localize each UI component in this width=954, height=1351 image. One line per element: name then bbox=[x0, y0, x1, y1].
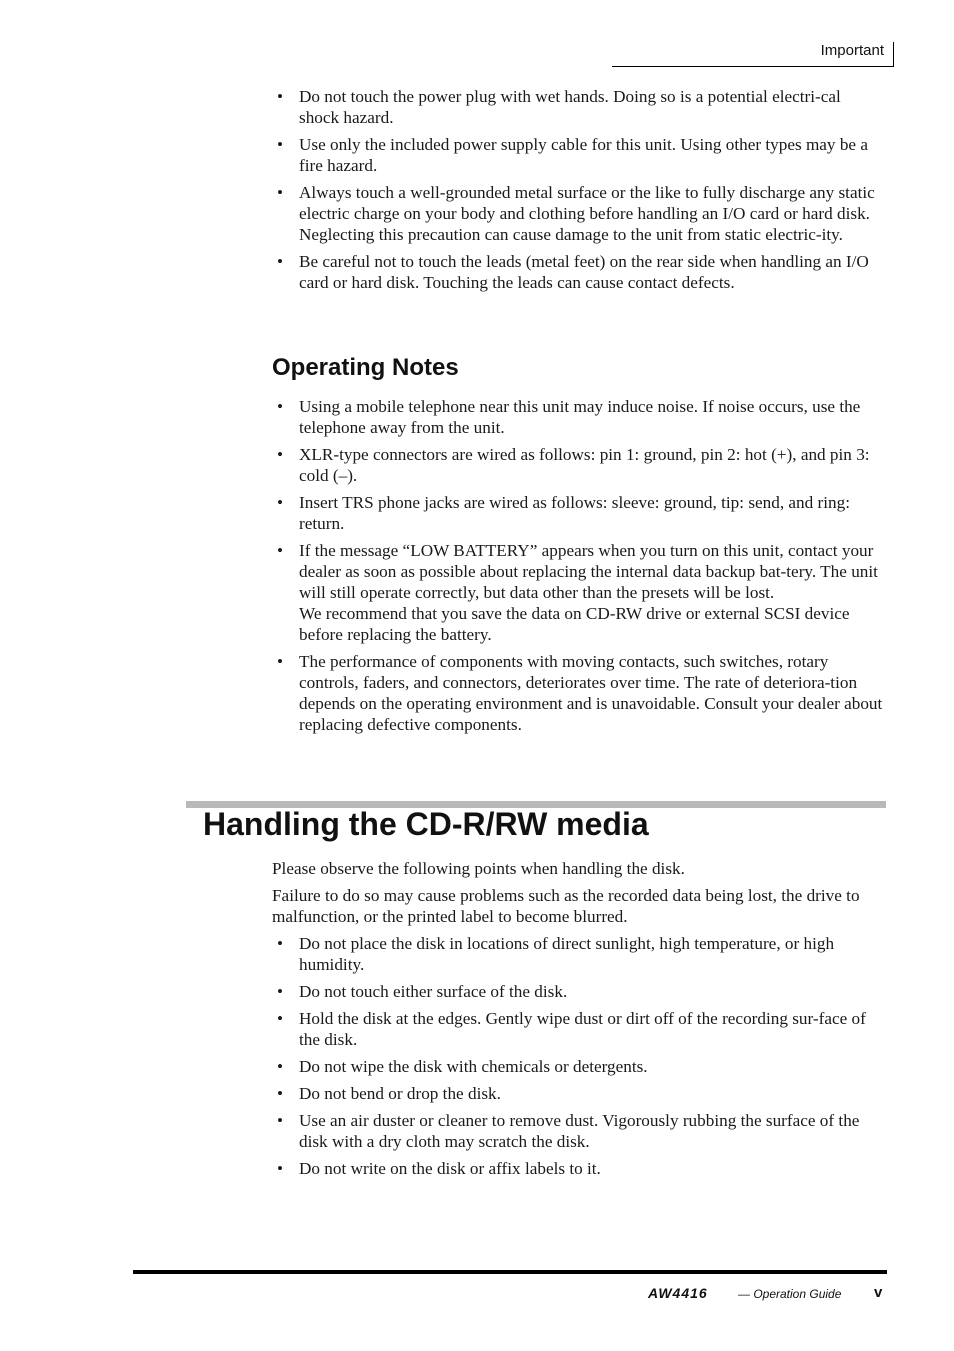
bullet-icon: • bbox=[277, 1111, 284, 1130]
list-item: • Do not wipe the disk with chemicals or detergents. bbox=[277, 1057, 648, 1076]
guide-title: — Operation Guide bbox=[738, 1287, 842, 1301]
list-item: • Be careful not to touch the leads (metal feet) on the rear side when handling an I/O card or hard disk. Touching the leads can cause contact defects. bbox=[277, 252, 869, 292]
bullet-icon: • bbox=[277, 1057, 284, 1076]
list-item: • Hold the disk at the edges. Gently wipe dust or dirt off of the recording sur-face of the disk. bbox=[277, 1009, 866, 1049]
product-logo: AW4416 bbox=[648, 1285, 708, 1301]
section-heading-cd-media: Handling the CD-R/RW media bbox=[203, 806, 649, 842]
page-footer bbox=[648, 1284, 888, 1306]
bullet-icon: • bbox=[277, 252, 284, 271]
list-item: • Do not bend or drop the disk. bbox=[277, 1084, 501, 1103]
running-header: Important bbox=[820, 42, 884, 59]
bullet-icon: • bbox=[277, 445, 284, 464]
page-number: v bbox=[874, 1284, 883, 1301]
intro-paragraph: Please observe the following points when handling the disk. bbox=[272, 859, 685, 878]
list-item: • Do not place the disk in locations of direct sunlight, high temperature, or high humidity. bbox=[277, 934, 835, 974]
bullet-icon: • bbox=[277, 652, 284, 671]
bullet-icon: • bbox=[277, 934, 284, 953]
intro-paragraph: Failure to do so may cause problems such as the recorded data being lost, the drive to malfunction, or the printed label to become blurred. bbox=[272, 886, 860, 926]
list-item: • XLR-type connectors are wired as follows: pin 1: ground, pin 2: hot (+), and pin 3: cold (–). bbox=[277, 445, 870, 485]
bullet-icon: • bbox=[277, 397, 284, 416]
list-item: • Always touch a well-grounded metal surface or the like to fully discharge any static electric charge on your body and clothing before handling an I/O card or hard disk. Neglecting this precaution can cause damage to the unit from static electric-ity. bbox=[277, 183, 875, 244]
bullet-icon: • bbox=[277, 982, 284, 1001]
bullet-icon: • bbox=[277, 1009, 284, 1028]
bullet-icon: • bbox=[277, 135, 284, 154]
list-item: • The performance of components with moving contacts, such switches, rotary controls, faders, and connectors, deteriorates over time. The rate of deteriora-tion depends on the operating environment and is unavoidable. Consult your dealer about replacing defective components. bbox=[277, 652, 883, 734]
important-list bbox=[272, 86, 884, 299]
bullet-icon: • bbox=[277, 493, 284, 512]
list-item: • Use only the included power supply cable for this unit. Using other types may be a fire hazard. bbox=[277, 135, 868, 175]
list-item: • Using a mobile telephone near this unit may induce noise. If noise occurs, use the telephone away from the unit. bbox=[277, 397, 861, 437]
list-item: • Do not touch either surface of the disk. bbox=[277, 982, 568, 1001]
bullet-icon: • bbox=[277, 1084, 284, 1103]
list-item: • Do not write on the disk or affix labels to it. bbox=[277, 1159, 601, 1178]
list-item: • If the message “LOW BATTERY” appears when you turn on this unit, contact your dealer as soon as possible about replacing the internal data backup bat-tery. The unit will still operate correctly, but data other than the presets will be lost. We recommend that you save the data on CD-RW drive or external SCSI device before replacing the battery. bbox=[277, 541, 878, 644]
section-heading-operating-notes: Operating Notes bbox=[272, 354, 459, 381]
list-item: • Do not touch the power plug with wet hands. Doing so is a potential electri-cal shock hazard. bbox=[277, 87, 841, 127]
list-item: • Insert TRS phone jacks are wired as follows: sleeve: ground, tip: send, and ring: return. bbox=[277, 493, 850, 533]
operating-notes-list bbox=[272, 396, 884, 741]
list-item: • Use an air duster or cleaner to remove dust. Vigorously rubbing the surface of the disk with a dry cloth may scratch the disk. bbox=[277, 1111, 860, 1151]
bullet-icon: • bbox=[277, 183, 284, 202]
footer-rule bbox=[133, 1270, 887, 1274]
bullet-icon: • bbox=[277, 1159, 284, 1178]
bullet-icon: • bbox=[277, 541, 284, 560]
bullet-icon: • bbox=[277, 87, 284, 106]
media-list bbox=[272, 933, 884, 1185]
